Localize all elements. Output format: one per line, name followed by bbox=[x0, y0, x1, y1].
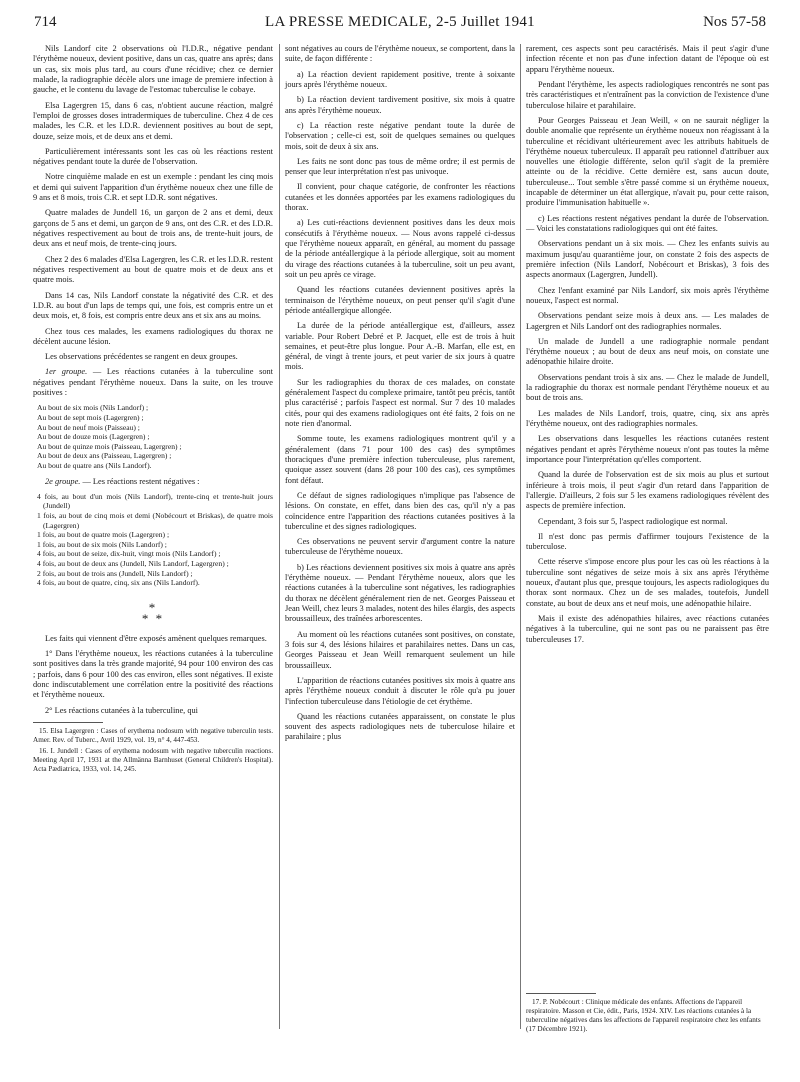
paragraph: Chez tous ces malades, les examens radiologiques du thorax ne décèlent aucune lésion. bbox=[33, 326, 273, 346]
paragraph: Les observations dans lesquelles les réactions cutanées restent négatives pendant et après l'érythème noueux n'ont pas toutes la même importance pour l'interprétation qu'elles comportent. bbox=[526, 434, 769, 464]
list-item: 4 fois, au bout de deux ans (Jundell, Nils Landorf, Lagergren) ; bbox=[37, 559, 229, 568]
list-item: Au bout de six mois (Nils Landorf) ; bbox=[37, 403, 149, 413]
paragraph: Ces observations ne peuvent servir d'argument contre la nature tuberculeuse de l'érythème noueux. bbox=[285, 537, 515, 557]
paragraph: Sur les radiographies du thorax de ces malades, on constate généralement l'aspect du complexe primaire, tantôt peu précis, tantôt plus caractérisé ; parfois l'aspect est normal. Sur 7 des 10 malades cités, pour qui des examens radiologiques ont été faits, 2 fois on ne note rien d'anormal. bbox=[285, 377, 515, 428]
paragraph: Mais il existe des adénopathies hilaires, avec réactions cutanées négatives à la tuberculine, qui ne sont pas ou ne paraissent pas être tuberculeuses 17. bbox=[526, 614, 769, 644]
paragraph: Somme toute, les examens radiologiques montrent qu'il y a généralement (dans 71 pour 100 des cas) des symptômes thoraciques d'une première infection tuberculeuse, plus rarement, quoique assez souvent (dans 28 pour 100 des cas), ces symptômes font défaut. bbox=[285, 434, 515, 485]
paragraph: Cependant, 3 fois sur 5, l'aspect radiologique est normal. bbox=[538, 516, 728, 526]
paragraph: Quatre malades de Jundell 16, un garçon de 2 ans et demi, deux garçons de 5 ans et demi, un garçon de 9 ans, ont des C.R. et des I.D.R. négatives respectivement au bout de trois ans, de trente-huit jours, de deux ans et neuf mois, de trente-cinq jours. bbox=[33, 208, 273, 249]
paragraph: Les faits ne sont donc pas tous de même ordre; il est permis de penser que leur interprétation n'est pas univoque. bbox=[285, 156, 515, 177]
paragraph: Au moment où les réactions cutanées sont positives, on constate, 3 fois sur 4, des lésions hilaires et parahilaires nettes. Dans un cas, Georges Paisseau et Jean Weill remarquent seulement un hile broussailleux. bbox=[285, 629, 515, 670]
paragraph: Cette réserve s'impose encore plus pour les cas où les réactions à la tuberculine sont négatives de seize mois à six ans après l'érythème noueux, d'autant plus que, presque toujours, les aspects radiologiques du thorax sont normaux. Chez un de ses malades, toutefois, Jundell constate, au bout de deux ans et neuf mois, une adénopathie hilaire. bbox=[526, 557, 769, 608]
footnote-15: 15. Elsa Lagergren : Cases of erythema nodosum with negative tuberculin tests. Amer. Rev. of Tuberc., Avril 1929, vol. 19, n° 4, 447-453. bbox=[33, 726, 273, 744]
paragraph: L'apparition de réactions cutanées positives six mois à quatre ans après l'érythème noueux conduit à discuter le rôle qu'a pu jouer l'infection tuberculeuse dans l'étiologie de cet érythème. bbox=[285, 675, 515, 706]
paragraph: c) Les réactions restent négatives pendant la durée de l'observation. — Voici les constatations radiologiques qui ont été faites. bbox=[526, 213, 769, 233]
paragraph: Dans 14 cas, Nils Landorf constate la négativité des C.R. et des I.D.R. au bout d'un laps de temps qui, une fois, est compris entre un et deux mois, et, 8 fois, est compris entre deux ans et six ans au moins. bbox=[33, 290, 273, 321]
group-1-list bbox=[33, 403, 273, 470]
group-2-heading bbox=[33, 477, 273, 487]
list-item: Au bout de quinze mois (Paisseau, Lagergren) ; bbox=[37, 441, 182, 451]
paragraph: Les faits qui viennent d'être exposés amènent quelques remarques. bbox=[45, 633, 267, 643]
paragraph: Les observations précédentes se rangent en deux groupes. bbox=[45, 352, 238, 362]
group-2-list bbox=[33, 492, 273, 588]
paragraph: sont négatives au cours de l'érythème noueux, se comportent, dans la suite, de façon différente : bbox=[285, 44, 515, 64]
group-text: — Les réactions restent négatives : bbox=[80, 476, 200, 486]
paragraph: b) Les réactions deviennent positives six mois à quatre ans après l'érythème noueux. — Pendant l'érythème noueux, alors que les réactions cutanées à la tuberculine sont négatives, les radiographies du thorax ne décèlent généralement rien de net. Georges Paisseau et Jean Weill, chez leurs 3 malades, notent des hiles élargis, des aspects broussailleux, des traînées arborescentes. bbox=[285, 562, 515, 624]
paragraph: a) Les cuti-réactions deviennent positives dans les deux mois consécutifs à l'érythème noueux. — Nous avons rappelé ci-dessus que l'érythème noueux apparaît, en général, au moment du passage de la période antéallergique à la période allergique, soit au moment du virage des réactions cutanées à la tuberculine, soit un peu avant, soit un peu après ce virage. bbox=[285, 218, 515, 279]
list-item: 4 fois, au bout de seize, dix-huit, vingt mois (Nils Landorf) ; bbox=[37, 549, 221, 559]
paragraph: Un malade de Jundell a une radiographie normale pendant l'érythème noueux ; au bout de deux ans neuf mois, on constate une adénopathie hilaire droite. bbox=[526, 336, 769, 367]
paragraph: La durée de la période antéallergique est, d'ailleurs, assez variable. Pour Robert Debré et P. Jacquet, elle est de trois à huit semaines, et peut-être plus longue. Pour A.-B. Marfan, elle est, en général, de vingt à trente jours, et peut varier de six jours à quatre mois. bbox=[285, 321, 515, 372]
paragraph: Particulièrement intéressants sont les cas où les réactions restent négatives pendant toute la durée de l'observation. bbox=[33, 146, 273, 167]
list-item: 1 fois, au bout de six mois (Nils Landorf) ; bbox=[37, 539, 167, 549]
paragraph: Nils Landorf cite 2 observations où l'I.D.R., négative pendant l'érythème noueux, devient positive, dans un cas, quatre ans après; dans un cas, six mois plus tard, au cours d'une récidive; chez ce dernier malade, la radiographie décèle alors une image de premiere infection à gauche, et le contenu du lavage de l'estomac tuberculise le cobaye. bbox=[33, 44, 273, 95]
paragraph: Pendant l'érythème, les aspects radiologiques rencontrés ne sont pas très caractéristiques et n'entraînent pas la conviction de l'existence d'une tuberculose hilaire et parahilaire. bbox=[526, 79, 769, 110]
page-number: 714 bbox=[34, 14, 57, 30]
paragraph: Chez 2 des 6 malades d'Elsa Lagergren, les C.R. et les I.D.R. restent négatives respectivement au bout de quatre mois et de deux ans et quatre mois. bbox=[33, 254, 273, 285]
footnote-rule bbox=[526, 993, 596, 994]
paragraph: 1° Dans l'érythème noueux, les réactions cutanées à la tuberculine sont positives dans la très grande majorité, 94 pour 100 environ des cas ; parfois, dans 6 pour 100 des cas environ, elles sont négatives. Il existe donc indiscutablement une corrélation entre la positivité des réactions et l'érythème noueux. bbox=[33, 649, 273, 700]
issue-number: Nos 57-58 bbox=[703, 14, 766, 30]
paragraph: Les malades de Nils Landorf, trois, quatre, cinq, six ans après l'érythème noueux, ont des radiographies normales. bbox=[526, 408, 769, 428]
footnote-17: 17. P. Nobécourt : Clinique médicale des enfants. Affections de l'appareil respiratoire. Masson et Cie, édit., Paris, 1924. XIV. Les réactions cutanées à la tuberculine négatives dans les affections de l'appareil respiratoire chez les enfants (17 Décembre 1921). bbox=[526, 998, 761, 1033]
paragraph: b) La réaction devient tardivement positive, six mois à quatre ans après l'érythème noueux. bbox=[285, 95, 515, 115]
paragraph: Chez l'enfant examiné par Nils Landorf, six mois après l'érythème noueux, l'aspect est normal. bbox=[526, 285, 769, 305]
column-2 bbox=[285, 44, 515, 748]
paragraph: Quand la durée de l'observation est de six mois au plus et surtout inférieure à trois mois, il peut s'agir d'un retard dans l'apparition de l'allergie. D'ailleurs, 2 fois sur 5 les examens radiologiques révèlent des aspects de première infection. bbox=[526, 470, 769, 511]
paragraph: rarement, ces aspects sont peu caractérisés. Mais il peut s'agir d'une infection récente et non pas d'une infection datant de l'époque où est apparu l'érythème noueux. bbox=[526, 44, 769, 74]
section-separator: * * * bbox=[141, 599, 165, 626]
group-text: — Les réactions cutanées à la tuberculine sont négatives pendant l'érythème noueux. Dans la suite, on les trouve positives : bbox=[33, 367, 273, 398]
paragraph: Il n'est donc pas permis d'affirmer toujours l'existence de la tuberculose. bbox=[526, 531, 769, 552]
group-1-heading bbox=[33, 367, 273, 398]
list-item: Au bout de deux ans (Paisseau, Lagergren) ; bbox=[37, 451, 172, 461]
column-1 bbox=[33, 44, 273, 776]
list-item: 4 fois, au bout de quatre, cinq, six ans (Nils Landorf). bbox=[37, 578, 200, 588]
footnotes bbox=[33, 727, 273, 774]
paragraph: Ce défaut de signes radiologiques n'implique pas l'absence de lésions. On constate, en effet, dans bien des cas, qu'il n'y a pas coïncidence entre l'apparition des réactions cutanées positives à la tuberculine et des signes radiologiques. bbox=[285, 490, 515, 531]
group-label: 1er groupe. bbox=[45, 367, 88, 377]
column-divider-2 bbox=[520, 44, 521, 1029]
list-item: 4 fois, au bout d'un mois (Nils Landorf), trente-cinq et trente-huit jours (Jundell) bbox=[37, 491, 273, 511]
paragraph: a) La réaction devient rapidement positive, trente à soixante jours après l'érythème noueux. bbox=[285, 69, 515, 89]
paragraph: 2° Les réactions cutanées à la tuberculine, qui bbox=[45, 705, 198, 715]
paragraph: Quand les réactions cutanées deviennent positives après la terminaison de l'érythème noueux, on peut penser qu'il s'agit d'une période antéallergique allongée. bbox=[285, 285, 515, 315]
paragraph: Observations pendant seize mois à deux ans. — Les malades de Lagergren et Nils Landorf ont des radiographies normales. bbox=[526, 311, 769, 331]
page-header bbox=[34, 14, 766, 38]
list-item: Au bout de douze mois (Lagergren) ; bbox=[37, 432, 150, 442]
footnotes-col3 bbox=[526, 993, 769, 1036]
paragraph: Observations pendant trois à six ans. — Chez le malade de Jundell, la radiographie du thorax est normale pendant l'érythème noueux et au bout de trois ans. bbox=[526, 372, 769, 403]
list-item: 1 fois, au bout de quatre mois (Lagergren) ; bbox=[37, 530, 170, 540]
paragraph: Notre cinquième malade en est un exemple : pendant les cinq mois et demi qui suivent l'apparition d'un érythème noueux chez une fille de 9 ans et 8 mois, trois C.R. et sept I.D.R. sont négatives. bbox=[33, 172, 273, 203]
column-divider-1 bbox=[279, 44, 280, 1029]
paragraph: Elsa Lagergren 15, dans 6 cas, n'obtient aucune réaction, malgré l'emploi de grosses doses intradermiques de tuberculine. Chez 4 de ces malades, les C.R. et les I.D.R. deviennent positives au bout de sept, douze, seize mois, et de deux ans et demi. bbox=[33, 100, 273, 141]
paragraph: Quand les réactions cutanées apparaissent, on constate le plus souvent des aspects radiologiques nets de tuberculose hilaire et parahilaire ; plus bbox=[285, 711, 515, 742]
paragraph: Il convient, pour chaque catégorie, de confronter les réactions cutanées et les données apportées par les examens radiologiques du thorax. bbox=[285, 182, 515, 213]
footnote-rule bbox=[33, 722, 103, 723]
paragraph: Observations pendant un à six mois. — Chez les enfants suivis au maximum jusqu'au quarantième jour, on constate 2 fois des aspects de première infection (Nils Landorf, Nobécourt et Briskas), 3 fois des aspects anormaux (Lagergren, Jundell). bbox=[526, 239, 769, 280]
paragraph: c) La réaction reste négative pendant toute la durée de l'observation ; celle-ci est, soit de quelques semaines ou quelques mois, soit de deux à six ans. bbox=[285, 120, 515, 151]
list-item: 1 fois, au bout de cinq mois et demi (Nobécourt et Briskas), de quatre mois (Lagergren) bbox=[37, 511, 273, 530]
column-3 bbox=[526, 44, 769, 650]
footnote-16: 16. I. Jundell : Cases of erythema nodosum with negative tuberculin reactions. Meeting April 17, 1931 at the Allmänna Barnhuset (General Children's Hospital). Acta Pædiatrica, 1933, vol. 14, 245. bbox=[33, 746, 273, 773]
journal-title: LA PRESSE MEDICALE, 2-5 Juillet 1941 bbox=[265, 14, 535, 30]
list-item: Au bout de neuf mois (Paisseau) ; bbox=[37, 422, 140, 432]
paragraph: Pour Georges Paisseau et Jean Weill, « on ne saurait négliger la double anomalie que représente un érythème noueux non réagissant à la tuberculine et récidivant ultérieurement avec les attributs habituels de l'érythème noueux tuberculeux. Il apparaît peu rationnel d'attribuer aux nouvelles une étiologie différente, selon qu'il s'agit de la première atteinte ou de la récidive. Cette dernière est, sans aucun doute, tuberculeuse... Tout semble s'être passé comme si un érythème noueux, incapable de déterminer un état allergique, n'avait pu, pour cette raison, produire l'immunisation habituelle ». bbox=[526, 115, 769, 208]
group-label: 2e groupe. bbox=[45, 476, 81, 486]
list-item: Au bout de quatre ans (Nils Landorf). bbox=[37, 460, 152, 470]
list-item: Au bout de sept mois (Lagergren) ; bbox=[37, 412, 144, 422]
list-item: 2 fois, au bout de trois ans (Jundell, Nils Landorf) ; bbox=[37, 568, 193, 578]
